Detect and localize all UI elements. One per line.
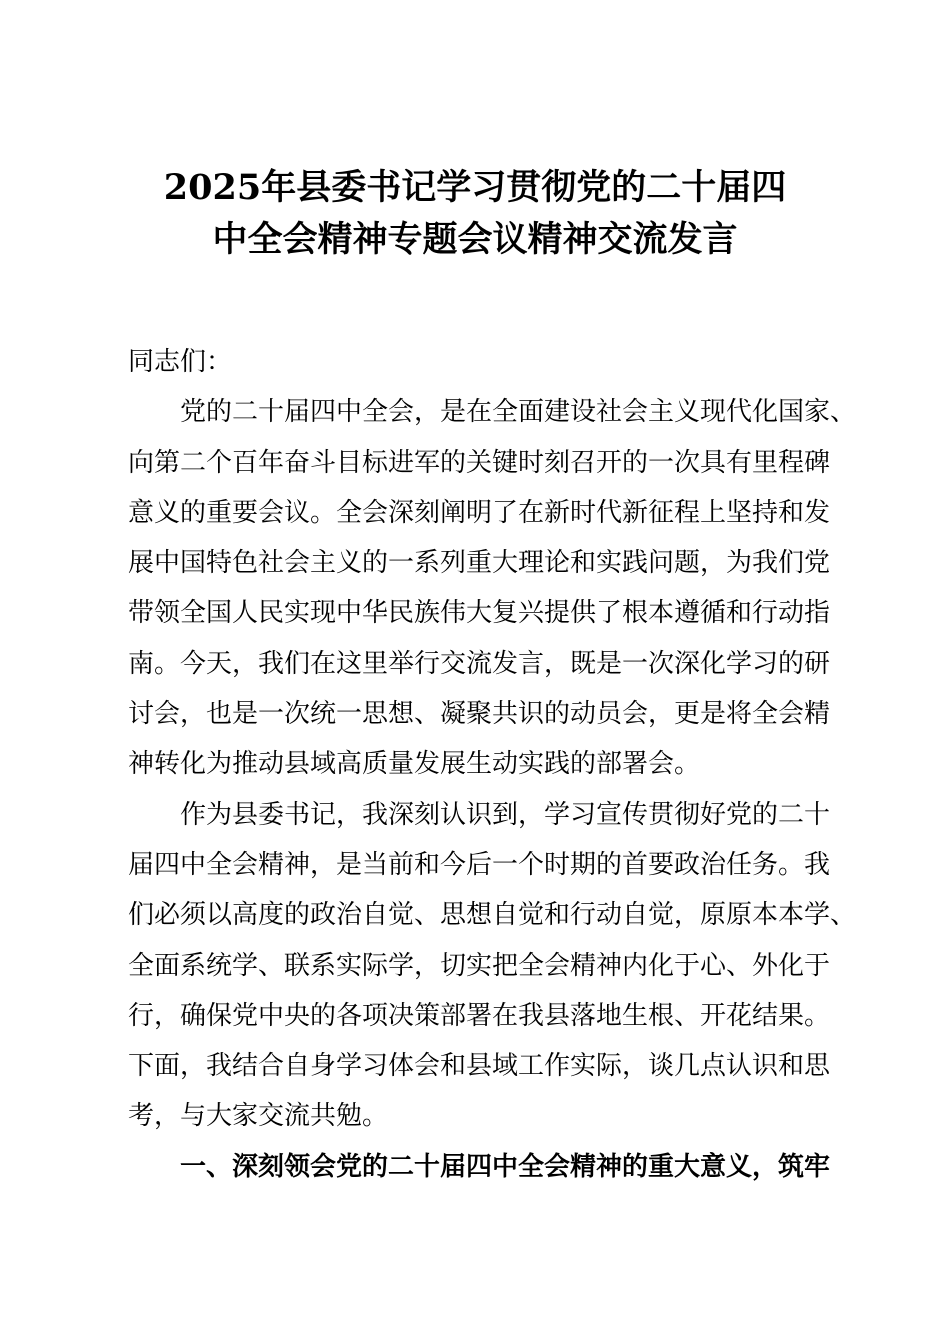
text-line: 下面，我结合自身学习体会和县域工作实际，谈几点认识和思 [128, 1051, 831, 1082]
paragraph-2 [128, 795, 857, 1147]
text-line: 展中国特色社会主义的一系列重大理论和实践问题，为我们党 [128, 548, 831, 579]
text-line: 神转化为推动县域高质量发展生动实践的部署会。 [128, 749, 701, 780]
document-body [128, 342, 857, 1197]
text-line: 行，确保党中央的各项决策部署在我县落地生根、开花结果。 [128, 1000, 831, 1031]
document-title [0, 162, 950, 266]
text-line: 讨会，也是一次统一思想、凝聚共识的动员会，更是将全会精 [128, 699, 831, 730]
text-line: 考，与大家交流共勉。 [128, 1101, 389, 1132]
text-line: 带领全国人民实现中华民族伟大复兴提供了根本遵循和行动指 [128, 598, 831, 629]
paragraph-1 [128, 392, 857, 794]
text-line: 意义的重要会议。全会深刻阐明了在新时代新征程上坚持和发 [128, 497, 831, 528]
title-line: 2025年县委书记学习贯彻党的二十届四 [163, 167, 787, 208]
text-line: 全面系统学、联系实际学，切实把全会精神内化于心、外化于 [128, 950, 831, 981]
text-line: 作为县委书记，我深刻认识到，学习宣传贯彻好党的二十 [180, 799, 831, 830]
salutation: 同志们： [128, 347, 233, 377]
text-line: 向第二个百年奋斗目标进军的关键时刻召开的一次具有里程碑 [128, 447, 831, 478]
section-heading: 一、深刻领会党的二十届四中全会精神的重大意义，筑牢 [180, 1151, 831, 1182]
title-line: 中全会精神专题会议精神交流发言 [212, 219, 738, 260]
text-line: 党的二十届四中全会，是在全面建设社会主义现代化国家、 [180, 397, 857, 428]
text-line: 南。今天，我们在这里举行交流发言，既是一次深化学习的研 [128, 648, 831, 679]
text-line: 届四中全会精神，是当前和今后一个时期的首要政治任务。我 [128, 849, 831, 880]
text-line: 们必须以高度的政治自觉、思想自觉和行动自觉，原原本本学、 [128, 900, 857, 931]
